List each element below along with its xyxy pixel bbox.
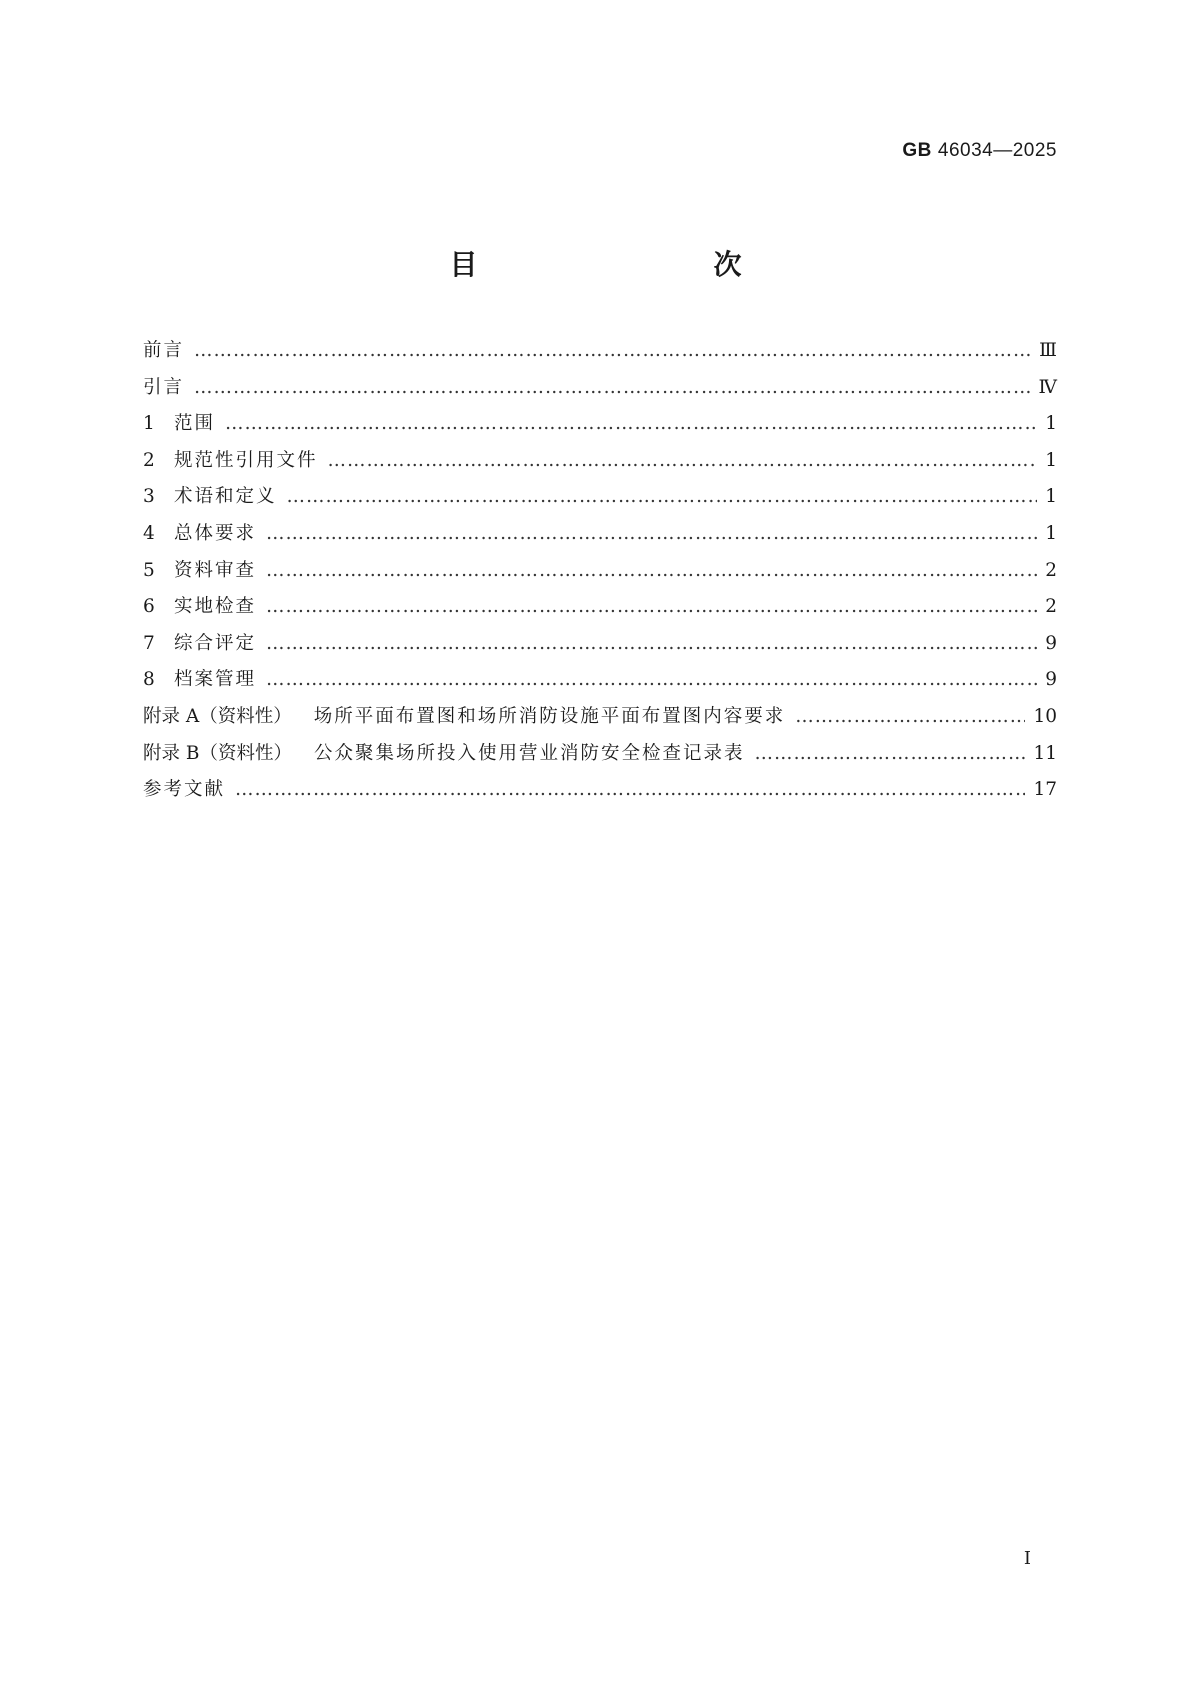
toc-entry-normative-references[interactable] <box>143 446 1057 483</box>
toc-page-number: 1 <box>1045 522 1057 544</box>
toc-entry-number: 1 <box>143 413 155 435</box>
standard-prefix: GB <box>902 140 932 161</box>
toc-page-number: 2 <box>1045 559 1057 581</box>
toc-entry-label: 术语和定义 <box>174 486 277 508</box>
toc-page-number: 10 <box>1033 705 1057 727</box>
toc-entry-label: 资料审查 <box>174 559 257 581</box>
toc-entry-introduction[interactable] <box>143 373 1057 410</box>
toc-entry-label <box>143 702 785 728</box>
toc-entry-records-management[interactable] <box>143 665 1057 702</box>
toc-page-number: Ⅲ <box>1039 340 1057 361</box>
toc-entry-appendix-a[interactable] <box>143 702 1057 739</box>
toc-dot-leader <box>235 779 1025 800</box>
toc-entry-label: 实地检查 <box>174 596 257 618</box>
appendix-title: 公众聚集场所投入使用营业消防安全检查记录表 <box>313 742 745 764</box>
toc-entry-number: 5 <box>143 559 155 581</box>
toc-entry-label: 档案管理 <box>174 669 257 691</box>
toc-entry-label: 规范性引用文件 <box>174 449 318 471</box>
toc-dot-leader <box>266 523 1037 544</box>
appendix-tag: 附录 B（资料性） <box>143 742 292 764</box>
standard-number: 46034—2025 <box>937 140 1057 161</box>
toc-entry-label: 参考文献 <box>143 779 226 801</box>
toc-entry-bibliography[interactable] <box>143 775 1057 812</box>
toc-title: 目 次 <box>449 248 802 281</box>
toc-page-number: 2 <box>1045 596 1057 618</box>
appendix-tag: 附录 A（资料性） <box>143 705 292 727</box>
toc-dot-leader <box>266 669 1037 690</box>
toc-page-number: Ⅳ <box>1038 376 1057 398</box>
toc-entry-number: 8 <box>143 669 155 691</box>
toc-dot-leader <box>194 377 1031 398</box>
toc-entry-number: 7 <box>143 632 155 654</box>
toc-entry-label: 范围 <box>174 413 216 435</box>
toc-entry-number: 3 <box>143 486 155 508</box>
page-number: Ⅰ <box>1023 1548 1031 1569</box>
toc-entry-number: 2 <box>143 449 155 471</box>
toc-entry-appendix-b[interactable] <box>143 739 1057 776</box>
toc-dot-leader <box>266 596 1037 617</box>
toc-page-number: 1 <box>1045 486 1057 508</box>
toc-dot-leader <box>194 340 1031 361</box>
toc-entry-label <box>143 739 745 765</box>
toc-entry-comprehensive-evaluation[interactable] <box>143 629 1057 666</box>
toc-page-number: 9 <box>1045 632 1057 654</box>
table-of-contents <box>143 336 1057 812</box>
toc-entry-foreword[interactable] <box>143 336 1057 373</box>
toc-entry-label: 总体要求 <box>174 522 257 544</box>
appendix-title: 场所平面布置图和场所消防设施平面布置图内容要求 <box>313 705 786 727</box>
standard-code <box>902 140 1057 162</box>
toc-entry-terms-definitions[interactable] <box>143 482 1057 519</box>
toc-entry-general-requirements[interactable] <box>143 519 1057 556</box>
toc-dot-leader <box>287 486 1037 507</box>
toc-entry-site-inspection[interactable] <box>143 592 1057 629</box>
toc-entry-number: 4 <box>143 522 155 544</box>
toc-entry-label: 引言 <box>143 376 185 398</box>
toc-page-number: 1 <box>1045 449 1057 471</box>
toc-dot-leader <box>328 450 1037 471</box>
toc-entry-document-review[interactable] <box>143 556 1057 593</box>
toc-dot-leader <box>795 706 1025 727</box>
toc-entry-scope[interactable] <box>143 409 1057 446</box>
toc-dot-leader <box>755 743 1026 764</box>
toc-dot-leader <box>266 633 1037 654</box>
toc-entry-label: 前言 <box>143 340 185 361</box>
toc-page-number: 9 <box>1045 669 1057 691</box>
toc-page-number: 17 <box>1033 779 1057 801</box>
toc-page-number: 11 <box>1033 742 1057 764</box>
toc-dot-leader <box>266 560 1037 581</box>
toc-entry-number: 6 <box>143 596 155 618</box>
toc-entry-label: 综合评定 <box>174 632 257 654</box>
toc-dot-leader <box>225 413 1037 434</box>
toc-page-number: 1 <box>1045 413 1057 435</box>
